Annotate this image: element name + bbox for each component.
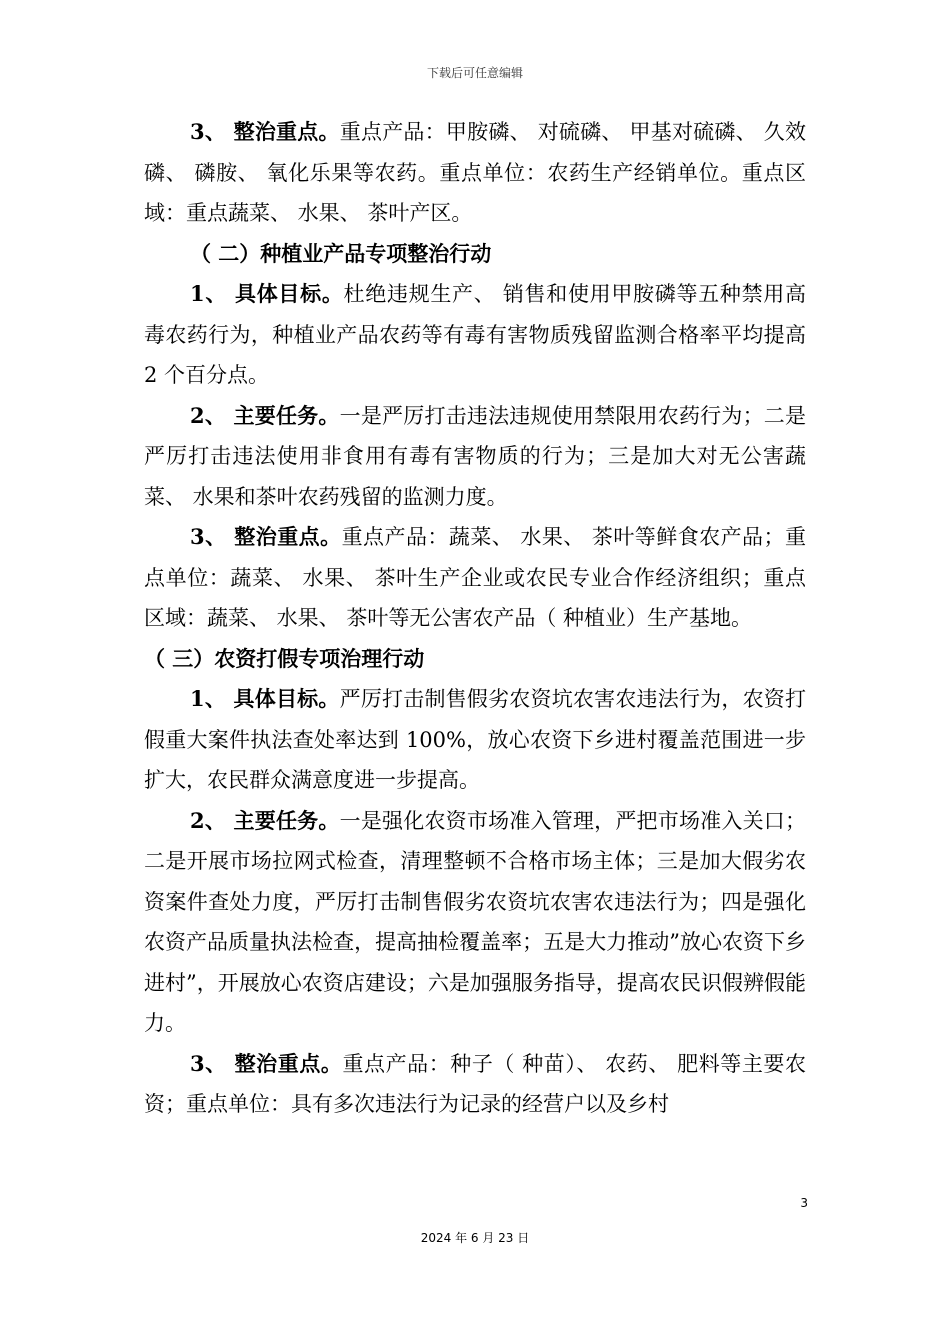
page-footer-date: 2024 年 6 月 23 日: [420, 1231, 530, 1245]
section-heading-text: （ 二）种植业产品专项整治行动: [190, 240, 492, 266]
paragraph-lead: 1、 具体目标。: [190, 281, 344, 306]
paragraph-text: 杜绝违规生产、 销售和使用甲胺磷等五种禁用高毒农药行为，种植业产品农药等有毒有害物质残留监测合格率平均提高 2 个百分点。: [144, 282, 806, 387]
paragraph-key-points-3: [144, 1044, 806, 1125]
paragraph-text: 重点产品：甲胺磷、 对硫磷、 甲基对硫磷、 久效磷、 磷胺、 氧化乐果等农药。重点单位：农药生产经销单位。重点区域：重点蔬菜、 水果、 茶叶产区。: [144, 120, 806, 225]
paragraph-key-points-2: [144, 517, 806, 639]
paragraph-lead: 2、 主要任务。: [190, 807, 340, 833]
paragraph-tasks-3: [144, 801, 806, 1044]
paragraph-key-points-1: [144, 112, 806, 234]
page-number: 3: [800, 1196, 808, 1210]
paragraph-lead: 1、 具体目标。: [190, 686, 340, 711]
paragraph-text: 重点产品：种子（ 种苗）、 农药、 肥料等主要农资；重点单位：具有多次违法行为记录的经营户以及乡村: [144, 1051, 806, 1116]
paragraph-text: 一是严厉打击违法违规使用禁限用农药行为；二是严厉打击违法使用非食用有毒有害物质的行为；三是加大对无公害蔬菜、 水果和茶叶农药残留的监测力度。: [144, 403, 806, 509]
paragraph-text: 一是强化农资市场准入管理，严把市场准入关口；二是开展市场拉网式检查，清理整顿不合格市场主体；三是加大假劣农资案件查处力度，严厉打击制售假劣农资坑农害农违法行为；四是强化农资产品质量执法检查，提高抽检覆盖率；五是大力推动”放心农资下乡进村”，开展放心农资店建设；六是加强服务指导，提高农民识假辨假能力。: [144, 808, 806, 1035]
document-body: [144, 112, 806, 1125]
paragraph-lead: 3、 整治重点。: [190, 119, 340, 144]
paragraph-text: 重点产品：蔬菜、 水果、 茶叶等鲜食农产品；重点单位：蔬菜、 水果、 茶叶生产企业或农民专业合作经济组织；重点区域：蔬菜、 水果、 茶叶等无公害农产品（ 种植业）生产基地。: [144, 525, 806, 630]
section-heading-2: [144, 234, 806, 275]
paragraph-lead: 3、 整治重点。: [190, 1050, 343, 1076]
paragraph-goal-2: [144, 274, 806, 396]
paragraph-goal-3: [144, 679, 806, 801]
section-heading-3: [144, 639, 806, 680]
section-heading-text: （ 三）农资打假专项治理行动: [144, 645, 425, 671]
page-header: 下载后可任意编辑: [426, 66, 523, 80]
paragraph-tasks-2: [144, 396, 806, 518]
paragraph-lead: 2、 主要任务。: [190, 402, 340, 428]
paragraph-lead: 3、 整治重点。: [190, 524, 342, 549]
paragraph-text: 严厉打击制售假劣农资坑农害农违法行为，农资打假重大案件执法查处率达到 100%，放心农资下乡进村覆盖范围进一步扩大，农民群众满意度进一步提高。: [144, 687, 806, 792]
